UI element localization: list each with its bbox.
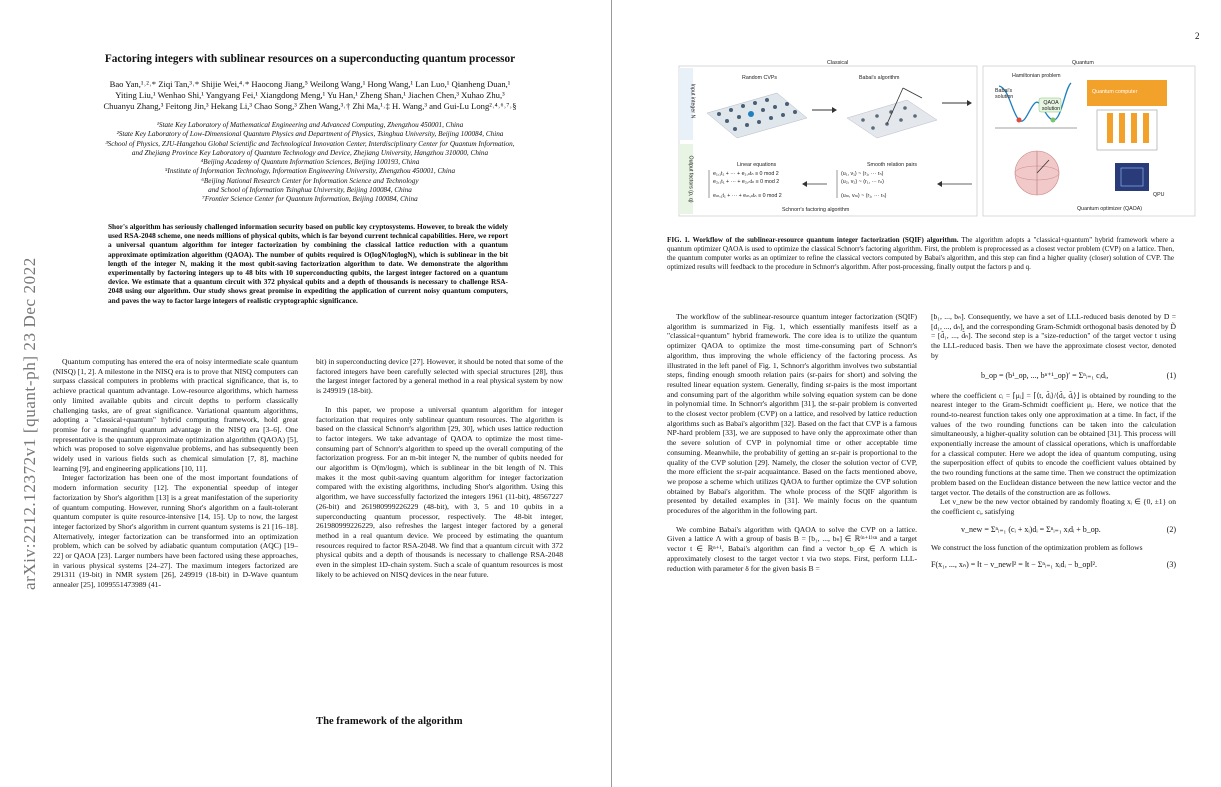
flow-arrowhead <box>937 181 942 187</box>
caption-label: FIG. 1. <box>667 236 690 244</box>
equation-row: e₂,₁t₁ + ··· + e₂,ₙtₙ ≡ 0 mod 2 <box>713 179 780 185</box>
schnorr-label: Schnorr's factoring algorithm <box>782 207 850 213</box>
affiliation-line: ³School of Physics, ZJU-Hangzhou Global Scientific and Technological Innovation Center, Interdisciplinary Center for Quantum Information, <box>105 139 515 148</box>
arxiv-identifier[interactable]: arXiv:2212.12372v1 [quant-ph] 23 Dec 2022 <box>20 257 39 590</box>
lattice-plane <box>707 93 807 138</box>
body-column-left <box>53 357 298 590</box>
paper-title: Factoring integers with sublinear resources on a superconducting quantum processor <box>104 53 516 65</box>
equation-number: (1) <box>1166 370 1176 380</box>
figure-caption <box>667 236 1174 272</box>
affiliation-line: ⁶Beijing National Research Center for Information Science and Technology <box>201 176 419 185</box>
fridge-stages <box>1107 113 1149 143</box>
equation-3: F(x₁, ..., xₙ) = ‖t − v_new‖² = ‖t − Σⁿᵢ₌₁ xᵢdᵢ − b_op‖². <box>931 560 1097 570</box>
author-line: Bao Yan,¹˒²˒* Ziqi Tan,³˒* Shijie Wei,⁴˒* Haocong Jiang,⁵ Weilong Wang,¹ Hong Wang,¹ Lan Luo,¹ Qianheng Duan,¹ <box>109 79 511 89</box>
author-line: Chuanyu Zhang,³ Feitong Jin,³ Hekang Li,³ Chao Song,³ Zhen Wang,³˒† Zhi Ma,¹˒‡ H. Wang,³ and Gui-Lu Long²˒⁴˒⁶˒⁷˒§ <box>103 100 517 111</box>
equation-number: (2) <box>1166 524 1176 534</box>
body-column-right <box>316 357 563 579</box>
flow-arrowhead <box>802 181 807 187</box>
equation-2-row <box>931 517 1176 543</box>
affiliation-line: ²State Key Laboratory of Low-Dimensional Quantum Physics and Department of Physics, Tsinghua University, Beijing 100084, China <box>116 130 504 139</box>
flow-arrowhead <box>832 107 837 113</box>
qpu-chip <box>1115 163 1149 191</box>
linear-equations-label: Linear equations <box>737 162 777 168</box>
qaoa-solution-point <box>1051 118 1056 123</box>
paragraph: bit) in superconducting device [27]. However, it should be noted that some of the factored integers have been carefully selected with special structures [28], thus the largest integer factored by a general method in a real physical system by now is 249919 (18-bit). <box>316 357 563 396</box>
paragraph: Integer factorization has been one of the most important foundations of modern information security [12]. The exponential speedup of integer factorization by Shor's algorithm [13] is a great manifestation of the superiority of quantum computing. However, running Shor's algorithm on a fault-tolerant quantum computer is quite resource-intensive [14, 15]. Up to now, the largest integer factorized by Shor's algorithm in current quantum systems is 21 [16–18]. Alternatively, integer factorization can be transformed into an optimization problem, which can be solved by adiabatic quantum computation (AQC) [19–22] or QAOA [23]. Larger numbers have been factored using these approaches, in various physical systems [24–27]. The maximum integers factorized are 291311 (19-bit) in NMR system [26], 249919 (18-bit) in D-Wave quantum annealer [25], 1099551473989 (41- <box>53 473 298 590</box>
author-list <box>60 79 560 111</box>
equation-3-row <box>931 552 1176 576</box>
paragraph: Quantum computing has entered the era of noisy intermediate scale quantum (NISQ) [1, 2]. A milestone in the NISQ era is to prove that NISQ computers can surpass classical computers in problems with practical significance, that is, to achieve practical quantum advantage. Low-resource algorithms, which harness only limited available qubits and circuit depths to perform classically challenging tasks, are of great significance. Variational quantum algorithms, adopting a "classical+quantum" hybrid computing framework, hold great promise for a meaningful quantum advantage in the NISQ era [3–6]. One representative is the quantum approximate optimization algorithm (QAOA) [5], which was proposed to solve eigenvalue problems, and has subsequently been widely used in various fields such as chemical simulation [7, 8], machine learning [9], and engineering applications [10, 11]. <box>53 357 298 473</box>
equation-number: (3) <box>1166 560 1176 570</box>
affiliation-line: and Zhejiang Province Key Laboratory of Quantum Technology and Device, Zhejiang University, Hangzhou 310000, China <box>131 148 489 157</box>
affiliation-line: ⁷Frontier Science Center for Quantum Information, Beijing 100084, China <box>202 195 418 204</box>
babai-solution-point <box>1017 118 1022 123</box>
optimizer-label: Quantum optimizer (QAOA) <box>1077 206 1143 212</box>
equation-2: v_new = Σⁿᵢ₌₁ (cᵢ + xᵢ)dᵢ = Σⁿᵢ₌₁ xᵢdᵢ + b_op. <box>961 524 1101 534</box>
paragraph: Let v_new be the new vector obtained by randomly floating xᵢ ∈ {0, ±1} on the coefficient cᵢ, satisfying <box>931 497 1176 516</box>
input-label: Input integer N <box>689 83 696 119</box>
qpu-label: QPU <box>1153 192 1165 198</box>
equation-row: e₁,₁t₁ + ··· + e₁,ₙtₙ ≡ 0 mod 2 <box>713 171 779 177</box>
smooth-pairs-label: Smooth relation pairs <box>867 162 918 168</box>
hamiltonian-label: Hamiltonian problem <box>1012 73 1061 79</box>
babai-label: Babai's algorithm <box>859 75 900 81</box>
paragraph: The workflow of the sublinear-resource quantum integer factorization (SQIF) algorithm is summarized in Fig. 1, which essentially manifests itself as a "classical+quantum" hybrid framework. The core idea is to utilize the quantum optimizer QAOA to optimize the most time-consuming part of Schnorr's algorithm, thus improving the whole efficiency of the factoring process. As illustrated in the left panel of Fig. 1, Schnorr's algorithm involves two substantial steps, finding enough smooth relation pairs (sr-pairs for short) and solving the resulted linear equation system. Generally, finding sr-pairs is the most important and consuming part of the algorithm while solving equation system can be done in polynomial time. In Schnorr's algorithm [31], the sr-pair problem is converted to the closest vector problem (CVP) on a lattice, and resolved by lattice reduction algorithms such as Babai's algorithm [32]. Based on the fact that CVP is a famous NP-hard problem [33], we are supposed to have only the approximate other than the severe solution of CVP in polynomial time or other acceptable time consuming. Meanwhile, the probability of getting an sr-pair is proportional to the quality of the CVP solution [29]. Namely, the closer the solution vector of CVP, the more efficient the sr-pair acquaintance. Based on the facts mentioned above, we propose a scheme which utilizes QAOA to further optimize the CVP solution obtained by Babai's algorithm. The whole process of the SQIF algorithm is presented by detailed examples in [31]. We mainly focus on the quantum procedures of the algorithm in the following part. <box>667 312 917 516</box>
affiliation-line: ¹State Key Laboratory of Mathematical Engineering and Advanced Computing, Zhengzhou 450001, China <box>156 121 464 129</box>
paragraph: In this paper, we propose a universal quantum algorithm for integer factorization that requires only sublinear quantum resources. The algorithm is based on the classical Schnorr's algorithm [29, 30], which uses lattice reduction to factor integers. We take advantage of QAOA to optimize the most time-consuming part of Schnorr's algorithm to speed up the overall computing of the factorization progress. For an m-bit integer N, the number of qubits needed for our algorithm is O(m/logm), which is sublinear in the bit length of N. This makes it the most qubit-saving quantum algorithm for integer factorization compared with the existing algorithms, including Shor's algorithm. Using this algorithm, we have successfully factorized the integers 1961 (11-bit), 48567227 (26-bit) and 261980999226229 (48-bit), with 3, 5 and 10 qubits in a superconducting quantum processor, respectively. The 48-bit integer, 261980999226229, also refreshes the largest integer factored by a general method in a real quantum device. We proceed by estimating the quantum resources required to factor RSA-2048. We find that a quantum circuit with 372 physical qubits and a depth of thousands is necessary to challenge RSA-2048 even in the simplest 1D-chain system. Such a scale of quantum resources is most likely to be achieved on NISQ devices in the near future. <box>316 404 563 579</box>
paragraph: where the coefficient cᵢ = ⌈μᵢ⌋ = ⌈⟨t, d̃ᵢ⟩/⟨d̃ᵢ, d̃ᵢ⟩⌋ is obtained by rounding to the nearest integer to the Gram-Schmidt coefficient μᵢ. Here, we notice that the round-to-nearest function takes only one approximation at a time. In fact, if the values of the two rounding functions can be taken into the calculation simultaneously, a higher-quality solution can be obtained [31]. This process will exponentially increase the amount of classical operations, which is unaffordable for a classical computer. Here we adopt the idea of quantum computing, using the superposition effect of qubits to encode the coefficient values obtained by the two rounding functions at the same time. Then we construct the optimization problem based on the Euclidean distance between the new lattice vector and the target vector. The details of the construction are as follows. <box>931 390 1176 497</box>
equation-row: eₘ,₁t₁ + ··· + eₘ,ₙtₙ ≡ 0 mod 2 <box>713 193 782 199</box>
flow-arrowhead <box>967 100 972 106</box>
section-heading: The framework of the algorithm <box>316 716 463 727</box>
equation-1-row <box>931 361 1176 391</box>
caption-text: The algorithm adopts a "classical+quantum" hybrid framework where a quantum optimizer QAOA is used to optimize the classical Schnorr's factoring algorithm. First, the problem is preprocessed as a closest vector problem (CVP) on a lattice. Then, the quantum computer works as an optimizer to refine the classical vectors computed by Babai's algorithm, and this step can find a higher quality (closer) solution of CVP. The optimized results will feedback to the procedure in Schnorr's algorithm. After post-processing, finally output the factors p and q. <box>667 236 1175 271</box>
body-column-right <box>931 312 1176 576</box>
paragraph: [b₁, ..., bₙ]. Consequently, we have a set of LLL-reduced basis denoted by D = [d₁, ..., dₙ], and the corresponding Gram-Schmidt orthogonal basis denoted by D̃ = [d̃₁, ..., d̃ₙ]. The second step is a "size-reduction" of the target vector t using the LLL-reduced basis. Then we have the approximate closest vector, denoted by <box>931 312 1176 360</box>
smooth-row: (u₁, v₁) ~ (r₁, ··· rₙ) <box>841 171 884 177</box>
projection-line <box>903 88 922 98</box>
target-point <box>748 111 754 117</box>
smooth-row: (u₂, v₂) ~ (r₁, ··· rₙ) <box>841 179 884 185</box>
output-label: Output factors (p, q) <box>687 155 694 203</box>
babais-solution-label: Babai's solution <box>995 88 1014 100</box>
random-cvps-label: Random CVPs <box>742 75 778 81</box>
author-line: Yiting Liu,¹ Wenhao Shi,¹ Yangyang Fei,¹ Xiangdong Meng,¹ Yu Han,¹ Zheng Shan,¹ Jiachen Chen,³ Xuhao Zhu,³ <box>115 89 505 100</box>
affiliation-list <box>60 121 560 205</box>
page-2 <box>612 0 1221 787</box>
figure-1 <box>667 58 1197 218</box>
caption-title: Workflow of the sublinear-resource quantum integer factorization (SQIF) algorithm. <box>692 236 959 244</box>
paragraph: We construct the loss function of the optimization problem as follows <box>931 542 1143 552</box>
affiliation-line: ⁴Beijing Academy of Quantum Information Sciences, Beijing 100193, China <box>200 158 420 167</box>
body-column-left <box>667 312 917 573</box>
affiliation-line: and School of Information Tsinghua University, Beijing 100084, China <box>208 186 412 195</box>
quantum-label: Quantum <box>1072 60 1094 66</box>
abstract: Shor's algorithm has seriously challenged information security based on public key cryptosystems. However, to break the widely used RSA-2048 scheme, one needs millions of physical qubits, which is far beyond current technical capabilities. Here, we report a universal quantum algorithm for integer factorization by combining the classical lattice reduction with a quantum approximate optimization algorithm (QAOA). The number of qubits required is O(logN/loglogN), which is sublinear in the bit length of the integer N, making it the most qubit-saving factorization algorithm to date. We demonstrate the algorithm experimentally by factoring integers up to 48 bits with 10 superconducting qubits, the largest integer factored on a quantum device. We estimate that a quantum circuit with 372 physical qubits and a depth of thousands is necessary to challenge RSA-2048 using our algorithm. Our study shows great promise in expediting the application of current noisy quantum computers, and paves the way to factor large integers of realistic cryptographic significance. <box>108 222 508 305</box>
paragraph: We combine Babai's algorithm with QAOA to solve the CVP on a lattice. Given a lattice Λ with a group of basis B = [b₁, ..., bₙ] ∈ ℝ⁽ⁿ⁺¹⁾ˣⁿ and a target vector t ∈ ℝⁿ⁺¹, Babai's algorithm can find a vector b_op ∈ Λ which is approximately closest to the target vector t via two steps. First, perform LLL-reduction with parameter δ for the given basis B = <box>667 524 917 573</box>
affiliation-line: ⁵Institute of Information Technology, Information Engineering University, Zhengzhou 450001, China <box>164 167 456 176</box>
classical-label: Classical <box>827 60 849 66</box>
page-number: 2 <box>1195 31 1200 41</box>
qaoa-solution-label: QAOA solution <box>1041 100 1061 112</box>
equation-1: b_op = (b¹_op, ..., bⁿ⁺¹_op)′ = Σⁿᵢ₌₁ cᵢdᵢ, <box>981 370 1109 380</box>
quantum-computer-label: Quantum computer <box>1092 89 1138 95</box>
smooth-row: (uₘ, vₘ) ~ (r₁, ··· rₙ) <box>841 193 887 199</box>
lattice-plane <box>847 100 937 138</box>
